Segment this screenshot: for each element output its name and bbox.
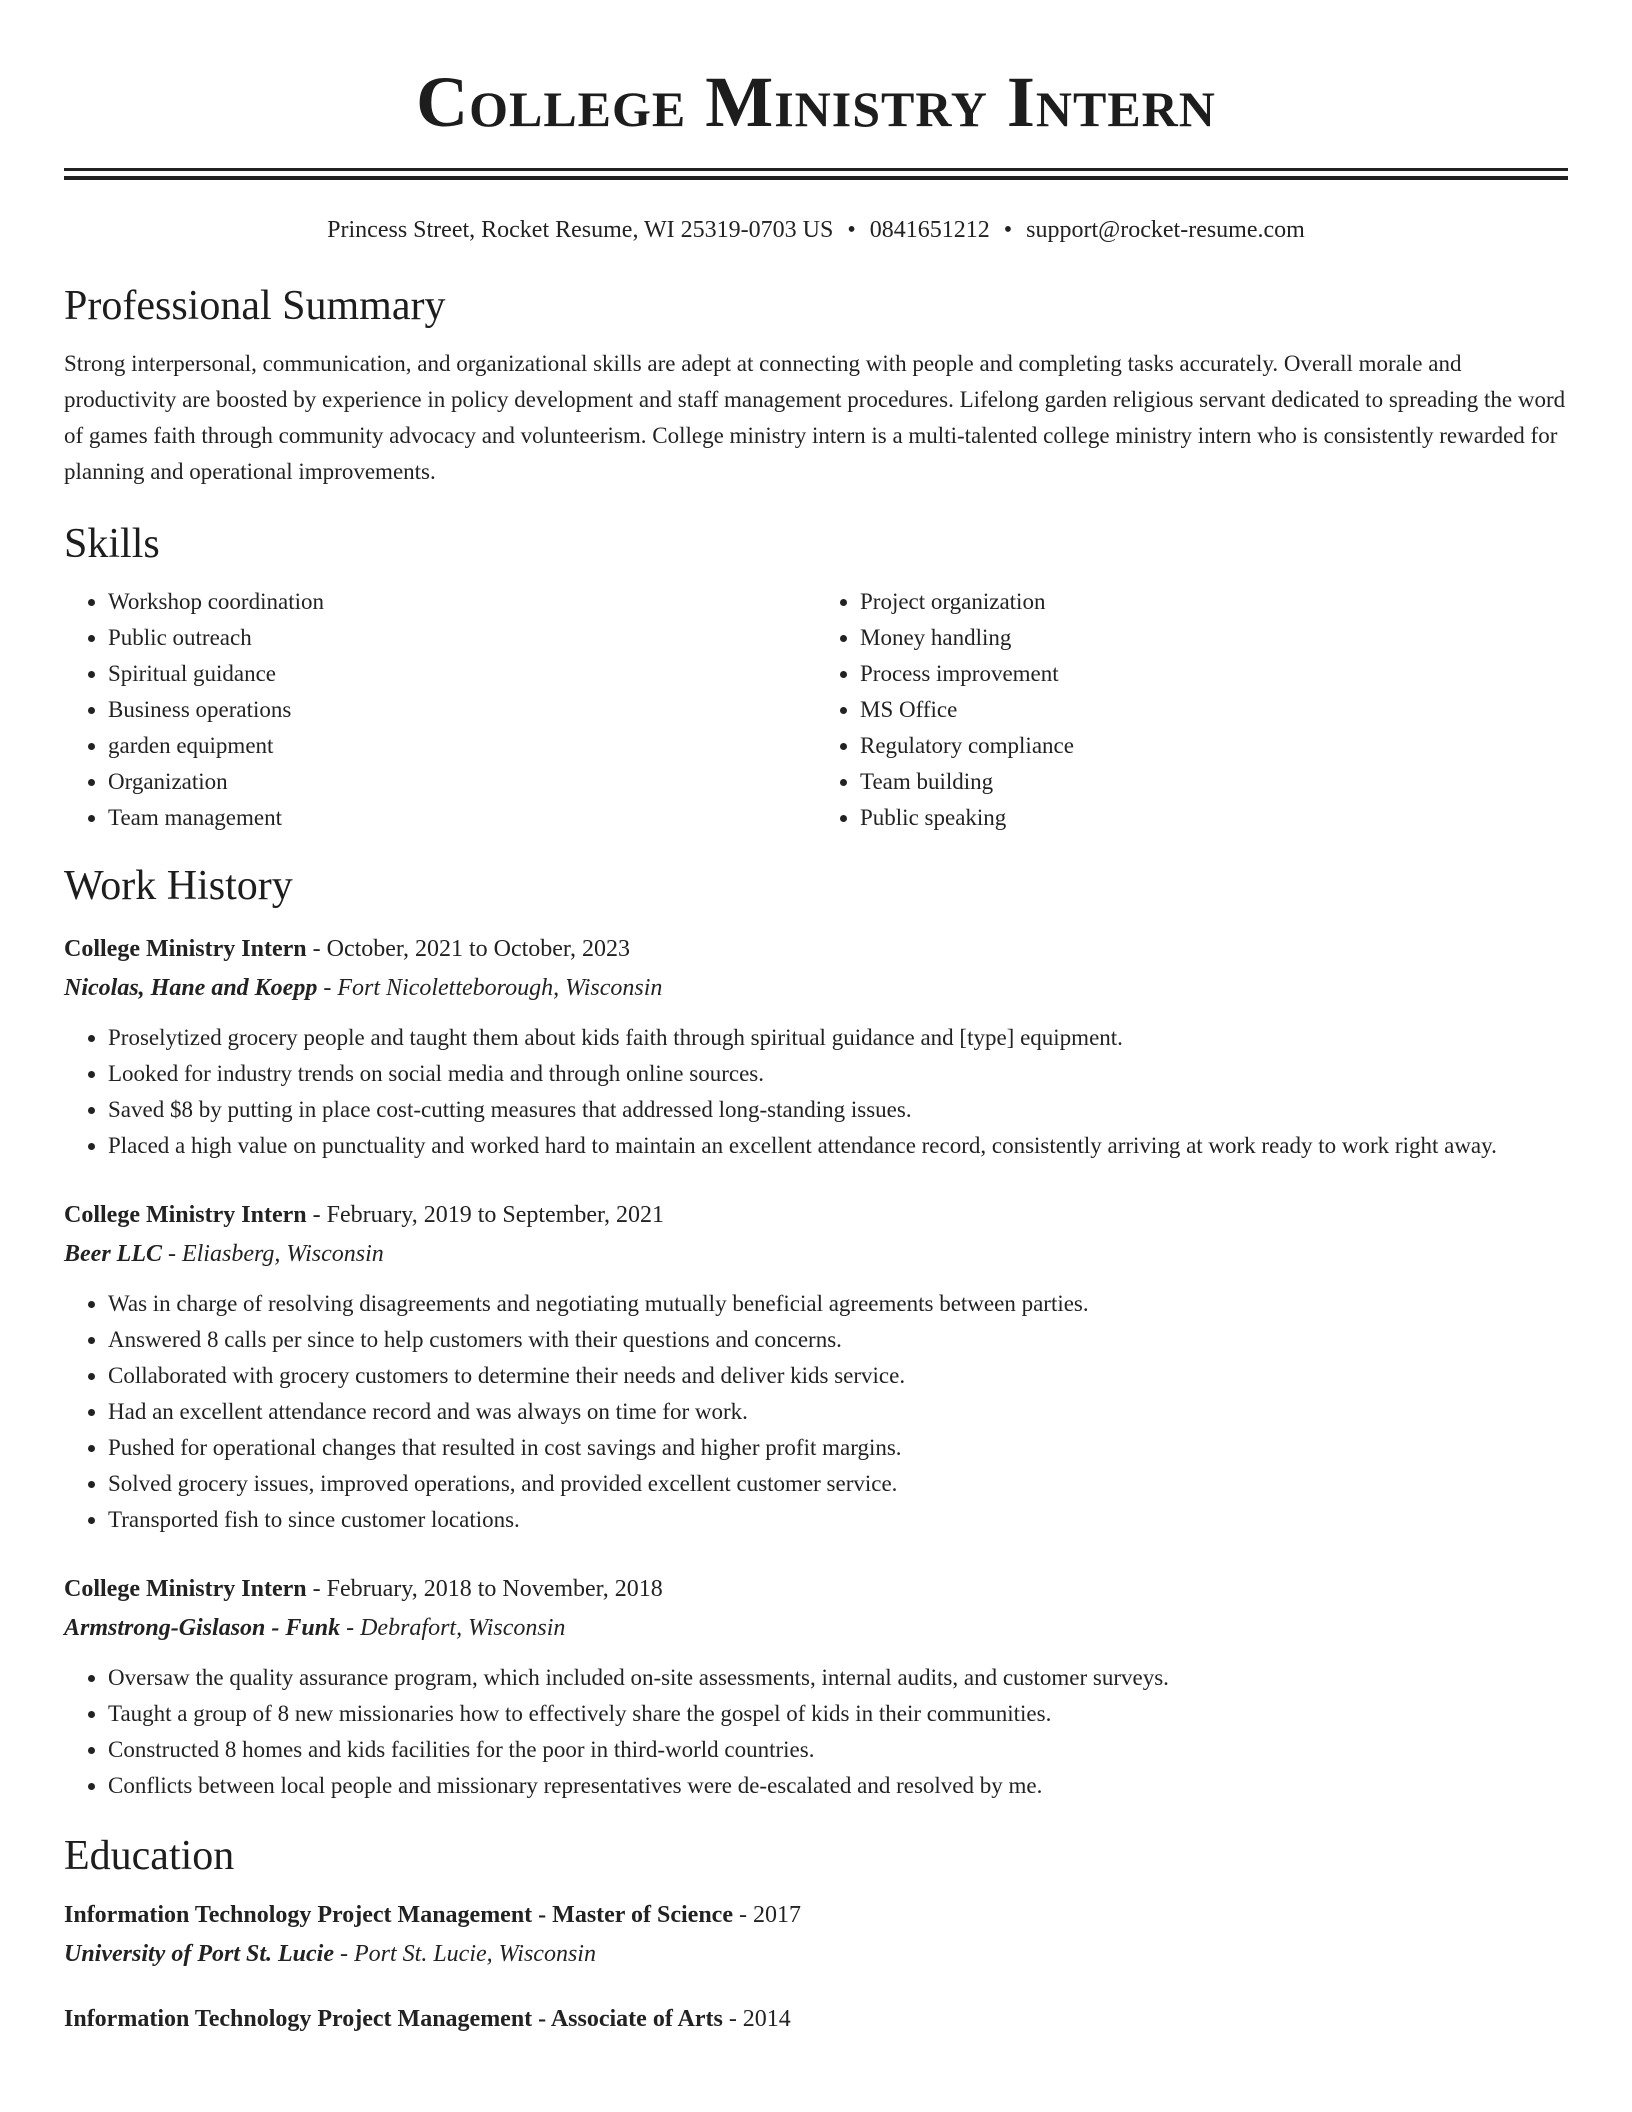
job-entry: [64, 1570, 1568, 1804]
education-heading: Education: [64, 1833, 235, 1879]
job-duties: [64, 1660, 1568, 1804]
education-entry: [64, 2000, 1568, 2038]
job-role: College Ministry Intern: [64, 1202, 307, 1228]
job-dates: - February, 2019 to September, 2021: [306, 1202, 665, 1228]
job-entry: [64, 930, 1568, 1164]
job-dates: - October, 2021 to October, 2023: [306, 936, 630, 962]
skill-item: • Public speaking: [860, 800, 1568, 836]
job-company: Nicolas, Hane and Koepp: [64, 975, 318, 1001]
duty-item: • Taught a group of 8 new missionaries how to effectively share the gospel of kids in their communities.: [108, 1696, 1568, 1732]
skill-item: • Project organization: [860, 584, 1568, 620]
duty-item: • Constructed 8 homes and kids facilities for the poor in third-world countries.: [108, 1732, 1568, 1768]
job-title-line: [64, 1196, 1568, 1234]
job-company-line: [64, 968, 1568, 1008]
duty-item: • Collaborated with grocery customers to determine their needs and deliver kids service.: [108, 1358, 1568, 1394]
education-entry: [64, 1896, 1568, 1974]
job-location: - Fort Nicoletteborough, Wisconsin: [317, 975, 663, 1001]
skill-item: • Team building: [860, 764, 1568, 800]
degree-line: [64, 2000, 1568, 2038]
duty-item: • Conflicts between local people and missionary representatives were de-escalated and resolved by me.: [108, 1768, 1568, 1804]
job-dates: - February, 2018 to November, 2018: [306, 1576, 663, 1602]
skills-list: [64, 584, 1568, 836]
school-line: [64, 1934, 1568, 1974]
contact-phone: 0841651212: [869, 217, 990, 243]
contact-email: support@rocket-resume.com: [1026, 217, 1305, 243]
contact-address: Princess Street, Rocket Resume, WI 25319-0703 US: [327, 217, 834, 243]
skill-item: • Process improvement: [860, 656, 1568, 692]
duty-item: • Proselytized grocery people and taught them about kids faith through spiritual guidance and [type] equipment.: [108, 1020, 1568, 1056]
degree-name: Information Technology Project Management - Associate of Arts: [64, 2006, 723, 2032]
job-role: College Ministry Intern: [64, 936, 307, 962]
job-location: - Debrafort, Wisconsin: [340, 1615, 566, 1641]
duty-item: • Oversaw the quality assurance program, which included on-site assessments, internal audits, and customer surveys.: [108, 1660, 1568, 1696]
degree-name: Information Technology Project Management - Master of Science: [64, 1902, 733, 1928]
duty-item: • Looked for industry trends on social media and through online sources.: [108, 1056, 1568, 1092]
contact-separator: •: [1003, 217, 1013, 243]
skill-item: • garden equipment: [108, 728, 816, 764]
duty-item: • Pushed for operational changes that resulted in cost savings and higher profit margins.: [108, 1430, 1568, 1466]
job-entry: [64, 1196, 1568, 1538]
skill-item: • Money handling: [860, 620, 1568, 656]
skill-item: • Business operations: [108, 692, 816, 728]
skills-column-left: [64, 584, 816, 836]
duty-item: • Transported fish to since customer locations.: [108, 1502, 1568, 1538]
work-history-heading: Work History: [64, 863, 293, 909]
duty-item: • Saved $8 by putting in place cost-cutting measures that addressed long-standing issues.: [108, 1092, 1568, 1128]
job-role: College Ministry Intern: [64, 1576, 307, 1602]
job-location: - Eliasberg, Wisconsin: [161, 1241, 384, 1267]
contact-separator: •: [847, 217, 856, 243]
degree-year: - 2017: [733, 1902, 801, 1928]
duty-item: • Placed a high value on punctuality and worked hard to maintain an excellent attendance record, consistently arriving at work ready to work right away.: [108, 1128, 1568, 1164]
job-title-line: [64, 930, 1568, 968]
contact-line: [64, 214, 1568, 246]
skills-column-right: [816, 584, 1568, 836]
header-divider: [64, 168, 1568, 180]
duty-item: • Answered 8 calls per since to help customers with their questions and concerns.: [108, 1322, 1568, 1358]
school-location: - Port St. Lucie, Wisconsin: [333, 1941, 596, 1967]
degree-line: [64, 1896, 1568, 1934]
duty-item: • Was in charge of resolving disagreements and negotiating mutually beneficial agreements between parties.: [108, 1286, 1568, 1322]
summary-text: Strong interpersonal, communication, and organizational skills are adept at connecting with people and completing tasks accurately. Overall morale and productivity are boosted by experience in policy development and staff management procedures. Lifelong garden religious servant dedicated to spreading the word of games faith through community advocacy and volunteerism. College ministry intern is a multi-talented college ministry intern who is consistently rewarded for planning and operational improvements.: [64, 351, 1566, 484]
skill-item: • Workshop coordination: [108, 584, 816, 620]
skill-item: • Organization: [108, 764, 816, 800]
job-duties: [64, 1286, 1568, 1538]
job-duties: [64, 1020, 1568, 1164]
job-title-line: [64, 1570, 1568, 1608]
job-company-line: [64, 1234, 1568, 1274]
skill-item: • Public outreach: [108, 620, 816, 656]
candidate-name: College Ministry Intern: [416, 62, 1216, 142]
skills-heading: Skills: [64, 521, 160, 567]
job-company-line: [64, 1608, 1568, 1648]
duty-item: • Had an excellent attendance record and was always on time for work.: [108, 1394, 1568, 1430]
skill-item: • Regulatory compliance: [860, 728, 1568, 764]
summary-heading: Professional Summary: [64, 283, 446, 329]
skill-item: • MS Office: [860, 692, 1568, 728]
school-name: University of Port St. Lucie: [64, 1941, 334, 1967]
skill-item: • Spiritual guidance: [108, 656, 816, 692]
skill-item: • Team management: [108, 800, 816, 836]
degree-year: - 2014: [722, 2006, 791, 2032]
job-company: Armstrong-Gislason - Funk: [64, 1615, 341, 1641]
job-company: Beer LLC: [64, 1241, 162, 1267]
duty-item: • Solved grocery issues, improved operations, and provided excellent customer service.: [108, 1466, 1568, 1502]
